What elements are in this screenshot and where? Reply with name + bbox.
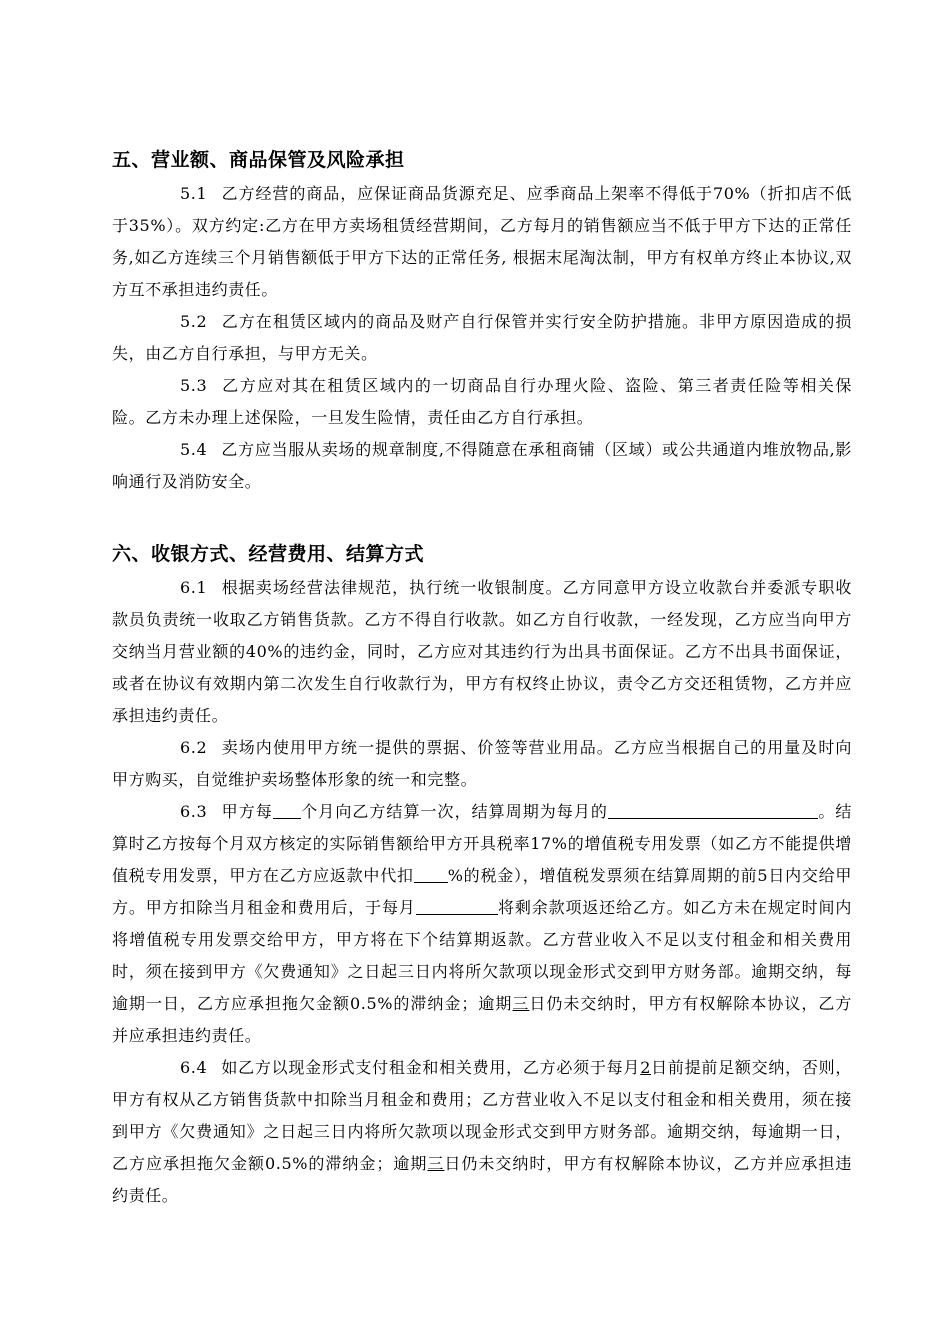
clause-5-3 bbox=[112, 370, 852, 434]
clause-number: 6.4 bbox=[180, 1058, 208, 1077]
clause-text: 。结算时乙方按每个月双方核定的实际销售额给甲方开具税率17%的增值税专用发票（如乙方不能提供增值税专用发票，甲方在乙方应返款中代扣 bbox=[112, 802, 852, 885]
clause-text: 乙方在租赁区域内的商品及财产自行保管并实行安全防护措施。非甲方原因造成的损失，由乙方自行承担，与甲方无关。 bbox=[112, 312, 852, 363]
clause-6-2 bbox=[112, 732, 852, 796]
clause-text: 卖场内使用甲方统一提供的票据、价签等营业用品。乙方应当根据自己的用量及时向甲方购买，自觉维护卖场整体形象的统一和完整。 bbox=[112, 738, 852, 789]
clause-number: 6.1 bbox=[180, 578, 208, 597]
overdue-days-value: 三 bbox=[427, 1154, 445, 1173]
payment-day-value: 2 bbox=[640, 1058, 651, 1077]
clause-text: 乙方应对其在租赁区域内的一切商品自行办理火险、盗险、第三者责任险等相关保险。乙方未办理上述保险，一旦发生险情，责任由乙方自行承担。 bbox=[112, 376, 852, 427]
clause-text: 将剩余款项返还给乙方。如乙方未在规定时间内将增值税专用发票交给甲方，甲方将在下个结算期返款。乙方营业收入不足以支付租金和相关费用时，须在接到甲方《欠费通知》之日起三日内将所欠款项以现金形式交到甲方财务部。逾期交纳，每逾期一日，乙方应承担拖欠金额0.5%的滞纳金；逾期 bbox=[112, 898, 852, 1013]
months-blank bbox=[273, 800, 301, 819]
clause-text: 根据卖场经营法律规范，执行统一收银制度。乙方同意甲方设立收款台并委派专职收款员负责统一收取乙方销售货款。乙方不得自行收款。如乙方自行收款，一经发现，乙方应当向甲方交纳当月营业额的40%的违约金，同时，乙方应对其违约行为出具书面保证。乙方不出具书面保证，或者在协议有效期内第二次发生自行收款行为，甲方有权终止协议，责令乙方交还租赁物，乙方并应承担违约责任。 bbox=[112, 578, 852, 725]
tax-rate-blank bbox=[414, 864, 448, 883]
clause-text: 如乙方以现金形式支付租金和相关费用，乙方必须于每月 bbox=[221, 1058, 641, 1077]
clause-6-4 bbox=[112, 1052, 852, 1212]
clause-number: 5.3 bbox=[180, 376, 208, 395]
clause-text: 日仍未交纳时，甲方有权解除本协议，乙方并应承担违约责任。 bbox=[112, 1154, 852, 1205]
overdue-days-value: 三 bbox=[512, 994, 530, 1013]
clause-number: 6.2 bbox=[180, 738, 208, 757]
clause-6-3 bbox=[112, 796, 852, 1052]
clause-6-1 bbox=[112, 572, 852, 732]
clause-number: 5.4 bbox=[180, 440, 208, 459]
clause-number: 5.2 bbox=[180, 312, 208, 331]
clause-text: 甲方每 bbox=[221, 802, 273, 821]
clause-text: 个月向乙方结算一次，结算周期为每月的 bbox=[300, 802, 608, 821]
refund-date-blank bbox=[416, 896, 498, 915]
clause-5-4 bbox=[112, 434, 852, 498]
settlement-date-blank bbox=[608, 800, 818, 819]
clause-5-1 bbox=[112, 178, 852, 306]
clause-text: 乙方经营的商品，应保证商品货源充足、应季商品上架率不得低于70%（折扣店不低于35%）。双方约定:乙方在甲方卖场租赁经营期间，乙方每月的销售额应当不低于甲方下达的正常任务,如乙方连续三个月销售额低于甲方下达的正常任务, 根据末尾淘汰制，甲方有权单方终止本协议,双方互不承担违约责任。 bbox=[112, 184, 852, 299]
clause-number: 6.3 bbox=[180, 802, 208, 821]
clause-text: 乙方应当服从卖场的规章制度,不得随意在承租商铺（区域）或公共通道内堆放物品,影响通行及消防安全。 bbox=[112, 440, 852, 491]
section-5-title: 五、营业额、商品保管及风险承担 bbox=[112, 149, 405, 171]
section-6-title: 六、收银方式、经营费用、结算方式 bbox=[112, 543, 425, 565]
clause-text: 日前提前足额交纳，否则，甲方有权从乙方销售货款中扣除当月租金和费用；乙方营业收入不足以支付租金和相关费用，须在接到甲方《欠费通知》之日起三日内将所欠款项以现金形式交到甲方财务部。逾期交纳，每逾期一日，乙方应承担拖欠金额0.5%的滞纳金；逾期 bbox=[112, 1058, 852, 1173]
clause-5-2 bbox=[112, 306, 852, 370]
clause-number: 5.1 bbox=[180, 184, 208, 203]
document-page bbox=[112, 144, 852, 1212]
clause-text: 日仍未交纳时，甲方有权解除本协议，乙方并应承担违约责任。 bbox=[112, 994, 852, 1045]
clause-text: %的税金），增值税发票须在结算周期的前5日内交给甲方。甲方扣除当月租金和费用后，于每月 bbox=[112, 866, 852, 917]
